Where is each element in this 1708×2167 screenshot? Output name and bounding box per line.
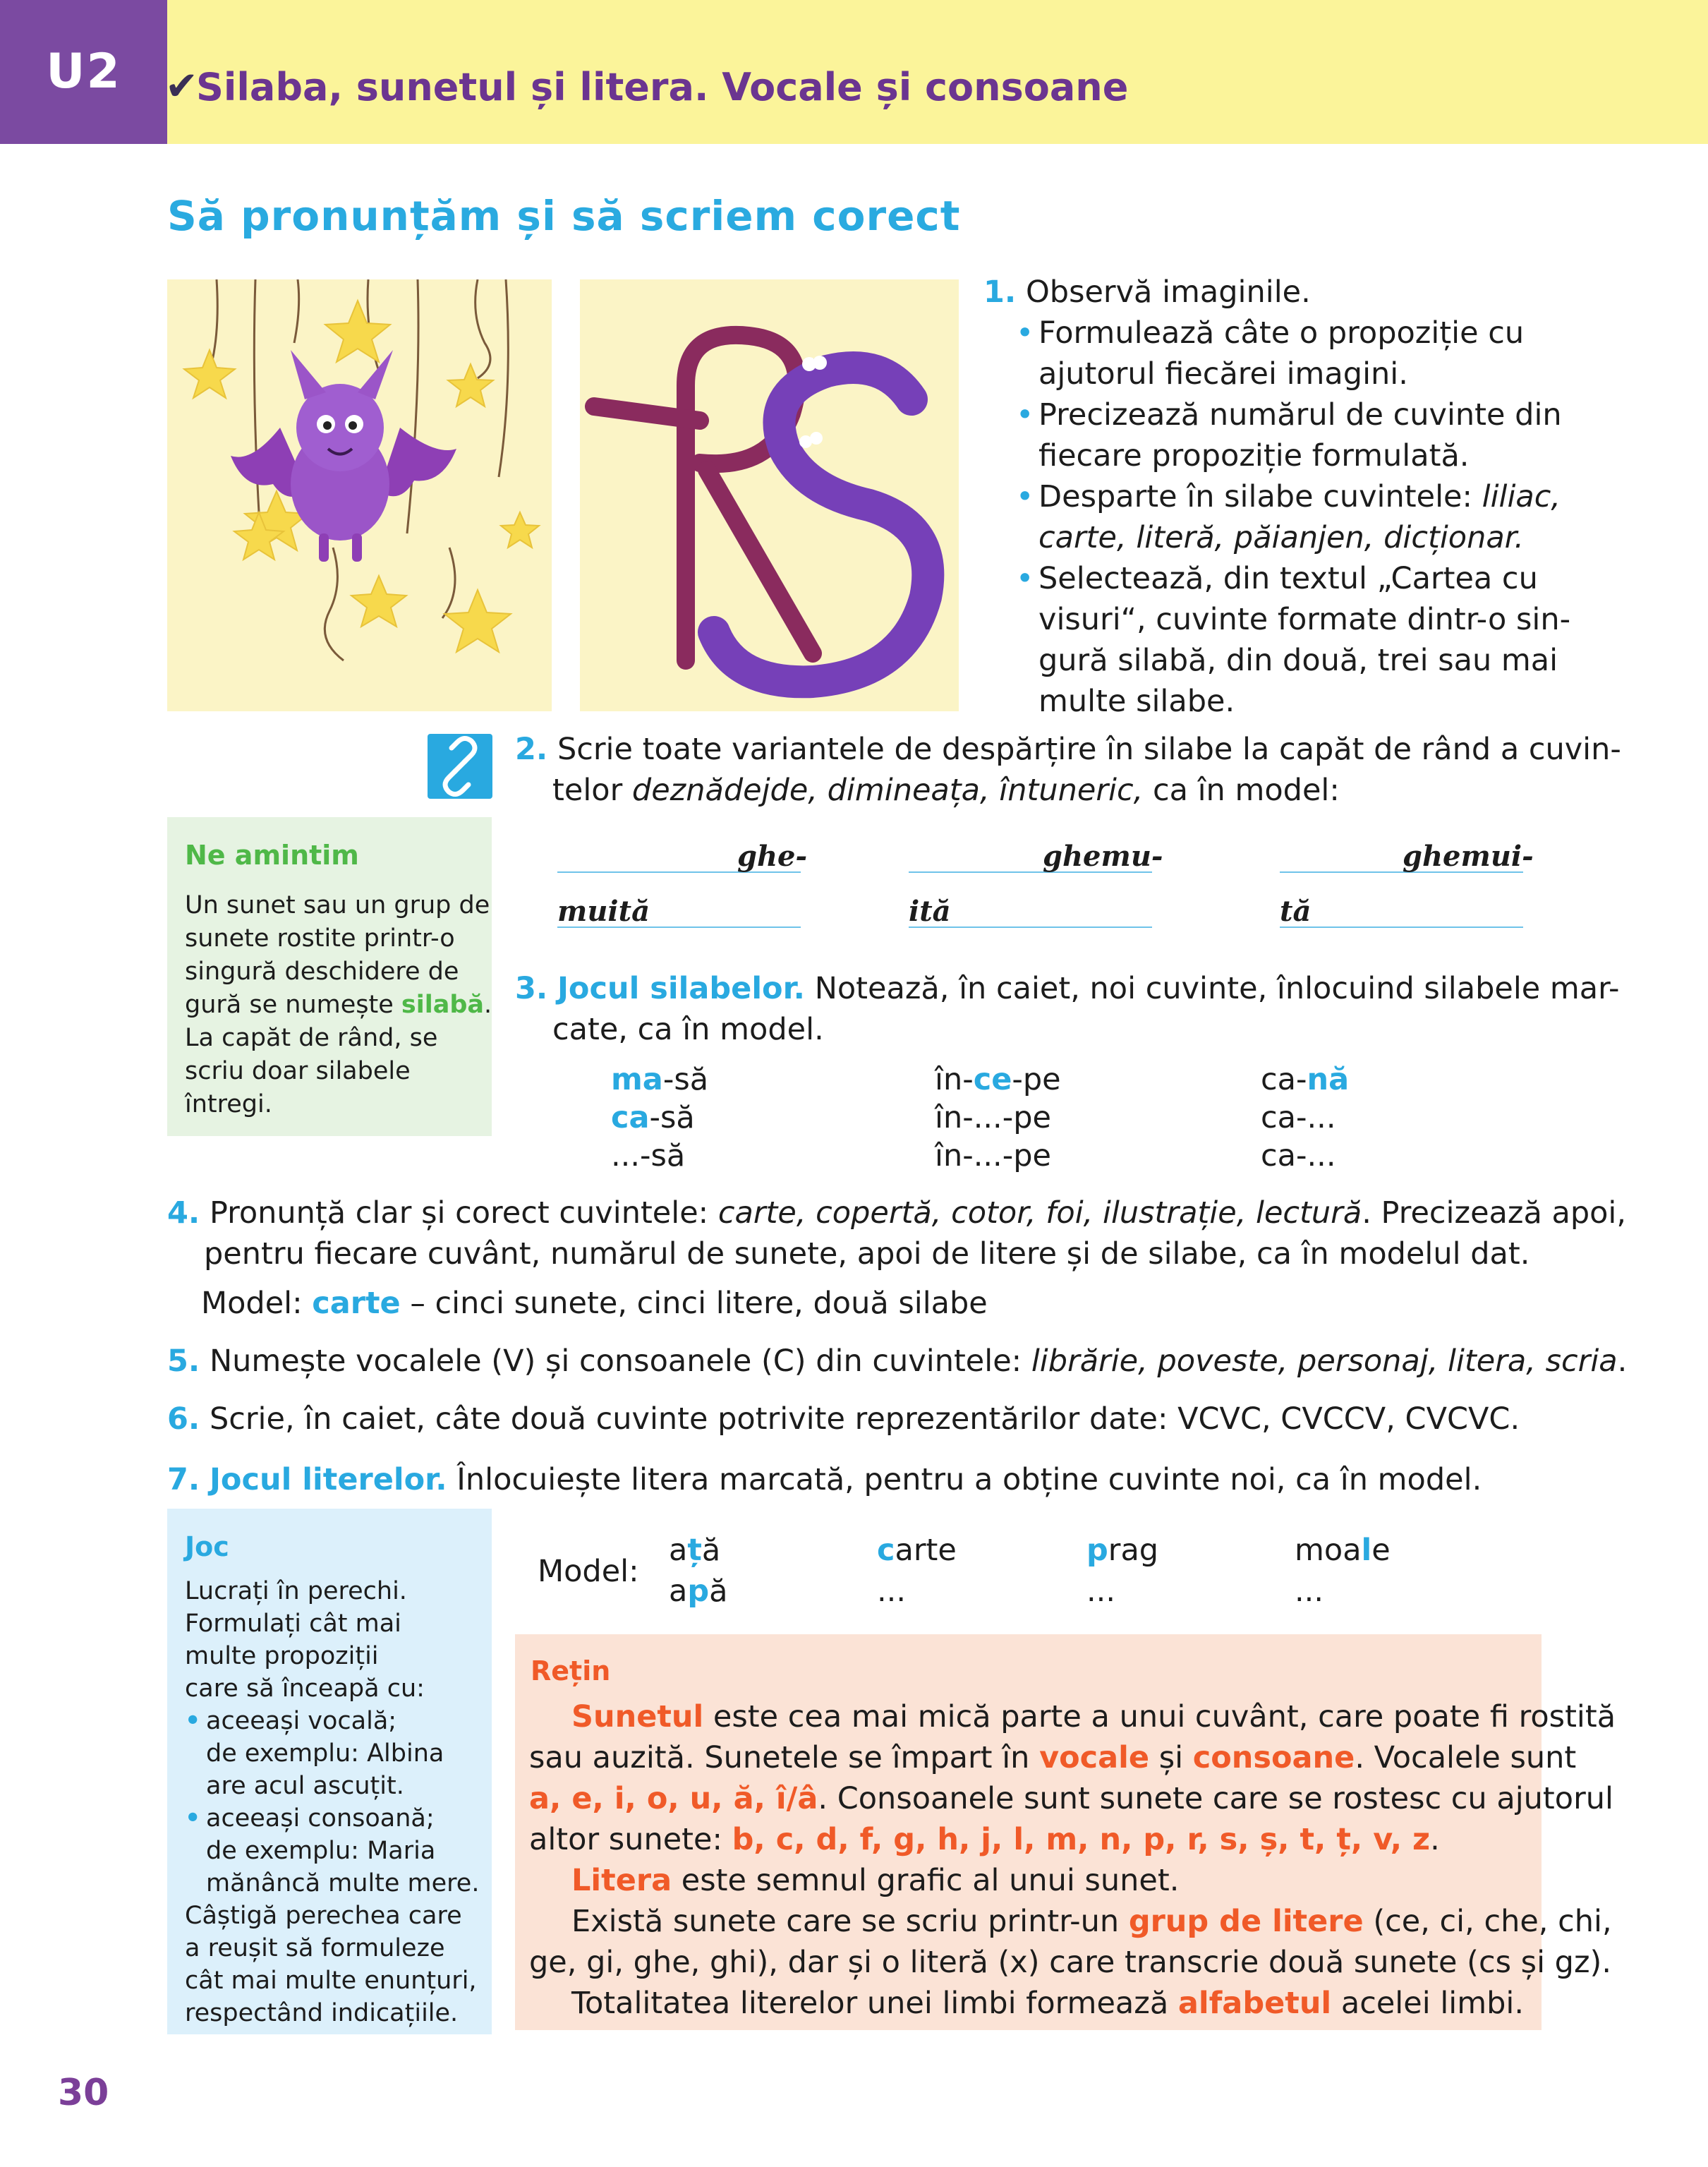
game-bullet-2: • aceeași consoană; <box>185 1804 435 1833</box>
syllable-column-3: ca-nă ca-... ca-... <box>1261 1062 1350 1173</box>
exercise-1-bullet-4: • Selectează, din textul „Cartea cu <box>1038 558 1538 599</box>
remember-line: Un sunet sau un grup de <box>185 891 490 919</box>
exercise-1-bullet-4-line-4: multe silabe. <box>1038 684 1235 719</box>
remember-box <box>167 817 492 1136</box>
writing-line <box>1280 926 1523 928</box>
exercise-7-model-label: Model: <box>538 1554 639 1589</box>
exercise-1-bullet-3: • Desparte în silabe cuvintele: liliac, <box>1038 476 1561 517</box>
exercise-1-intro: 1. Observă imaginile. <box>983 274 1311 310</box>
game-line: a reușit să formuleze <box>185 1934 445 1962</box>
exercise-1-bullet-4-line-2: visuri“, cuvinte formate dintr-o sin- <box>1038 602 1571 637</box>
exercise-4-line-2: pentru fiecare cuvânt, numărul de sunete, apoi de litere și de silabe, ca în modelul dat. <box>204 1236 1530 1272</box>
letter-game-word-3: prag <box>1086 1533 1159 1568</box>
exercise-1-bullet-1-line-2: ajutorul fiecărei imagini. <box>1038 356 1408 392</box>
game-line: Lucrați în perechi. <box>185 1577 407 1605</box>
model-word-1b: muită <box>557 895 650 928</box>
remember-title: Ne amintim <box>185 840 359 871</box>
checkmark-icon: ✔ <box>165 64 198 109</box>
retain-line: Sunetul este cea mai mică parte a unui cuvânt, care poate fi rostită <box>571 1699 1616 1734</box>
game-line: are acul ascuțit. <box>206 1772 404 1800</box>
remember-line: singură deschidere de <box>185 958 459 986</box>
exercise-4-model: Model: carte – cinci sunete, cinci litere, două silabe <box>201 1286 988 1321</box>
exercise-1-bullet-4-line-3: gură silabă, din două, trei sau mai <box>1038 643 1558 678</box>
game-line: multe propoziții <box>185 1642 379 1670</box>
letter-game-word-1-result: apă <box>669 1574 728 1609</box>
letters-r-s-illustration <box>580 279 959 711</box>
letter-game-word-4: moale <box>1295 1533 1391 1568</box>
game-title: Joc <box>185 1531 229 1562</box>
remember-line: sunete rostite printr-o <box>185 924 455 953</box>
model-word-3a: ghemui- <box>1403 840 1534 873</box>
exercise-1-bullet-2-line-2: fiecare propoziție formulată. <box>1038 438 1470 473</box>
retain-title: Rețin <box>531 1655 611 1686</box>
link-icon[interactable] <box>428 734 492 799</box>
game-line: Câștigă perechea care <box>185 1902 462 1930</box>
section-title: Să pronunțăm și să scriem corect <box>167 192 961 240</box>
game-line: de exemplu: Maria <box>206 1837 436 1865</box>
exercise-7: 7. Jocul literelor. Înlocuiește litera marcată, pentru a obține cuvinte noi, ca în model. <box>167 1462 1482 1497</box>
retain-line: altor sunete: b, c, d, f, g, h, j, l, m, n, p, r, s, ș, t, ț, v, z. <box>529 1822 1440 1857</box>
game-line: de exemplu: Albina <box>206 1739 444 1768</box>
retain-line: a, e, i, o, u, ă, î/â. Consoanele sunt sunete care se rostesc cu ajutorul <box>529 1781 1613 1816</box>
retain-box <box>515 1634 1616 2030</box>
retain-line: Există sunete care se scriu printr-un grup de litere (ce, ci, che, chi, <box>571 1904 1612 1939</box>
retain-line: Litera este semnul grafic al unui sunet. <box>571 1863 1180 1898</box>
exercise-1-bullet-3-words: carte, literă, păianjen, dicționar. <box>1038 520 1525 555</box>
model-word-3b: tă <box>1280 895 1312 928</box>
chapter-title: Silaba, sunetul și litera. Vocale și consoane <box>196 65 1129 109</box>
exercise-5: 5. Numește vocalele (V) și consoanele (C) din cuvintele: librărie, poveste, personaj, litera, scria. <box>167 1344 1628 1379</box>
remember-line: scriu doar silabele <box>185 1057 411 1085</box>
game-line: care să înceapă cu: <box>185 1674 425 1703</box>
game-line: respectând indicațiile. <box>185 1999 459 2027</box>
remember-line: întregi. <box>185 1090 272 1118</box>
game-line: cât mai multe enunțuri, <box>185 1967 477 1995</box>
letter-game-word-4-result: ... <box>1295 1574 1324 1609</box>
exercise-3-line-1: 3. Jocul silabelor. Notează, în caiet, noi cuvinte, înlocuind silabele mar- <box>515 971 1620 1006</box>
letter-game-word-2-result: ... <box>877 1574 907 1609</box>
letter-game-word-1: ață <box>669 1533 721 1568</box>
exercise-3-line-2: cate, ca în model. <box>552 1012 824 1047</box>
syllable-column-1: ma-să ca-să ...-să <box>611 1062 709 1173</box>
unit-label: U2 <box>46 44 121 99</box>
exercise-1-bullet-2: • Precizează numărul de cuvinte din <box>1038 394 1562 435</box>
remember-line: gură se numește silabă. <box>185 991 492 1019</box>
retain-line: Totalitatea literelor unei limbi formează alfabetul acelei limbi. <box>571 1986 1525 2021</box>
letter-game-word-3-result: ... <box>1086 1574 1116 1609</box>
game-line: mănâncă multe mere. <box>206 1869 480 1897</box>
page-number: 30 <box>58 2072 109 2114</box>
model-word-2a: ghemu- <box>1043 840 1163 873</box>
retain-line: ge, gi, ghe, ghi), dar și o literă (x) care transcrie două sunete (cs și gz). <box>529 1945 1611 1980</box>
game-line: Formulați cât mai <box>185 1610 401 1638</box>
game-box <box>167 1509 492 2034</box>
exercise-4-line-1: 4. Pronunță clar și corect cuvintele: carte, copertă, cotor, foi, ilustrație, lectură. Precizează apoi, <box>167 1195 1627 1231</box>
exercise-1-bullet-1: • Formulează câte o propoziție cu <box>1038 313 1524 354</box>
model-word-1a: ghe- <box>737 840 808 873</box>
remember-line: La capăt de rând, se <box>185 1024 438 1052</box>
exercise-2-line-2: telor deznădejde, dimineața, întuneric, ca în model: <box>552 773 1340 808</box>
model-word-2b: ită <box>909 895 951 928</box>
exercise-6: 6. Scrie, în caiet, câte două cuvinte potrivite reprezentărilor date: VCVC, CVCCV, CVCVC. <box>167 1401 1520 1437</box>
bat-illustration <box>167 279 552 711</box>
retain-line: sau auzită. Sunetele se împart în vocale și consoane. Vocalele sunt <box>529 1740 1577 1775</box>
exercise-2-line-1: 2. Scrie toate variantele de despărțire în silabe la capăt de rând a cuvin- <box>515 732 1621 767</box>
letter-game-word-2: carte <box>877 1533 957 1568</box>
game-bullet-1: • aceeași vocală; <box>185 1707 397 1735</box>
syllable-column-2: în-ce-pe în-...-pe în-...-pe <box>935 1062 1061 1173</box>
